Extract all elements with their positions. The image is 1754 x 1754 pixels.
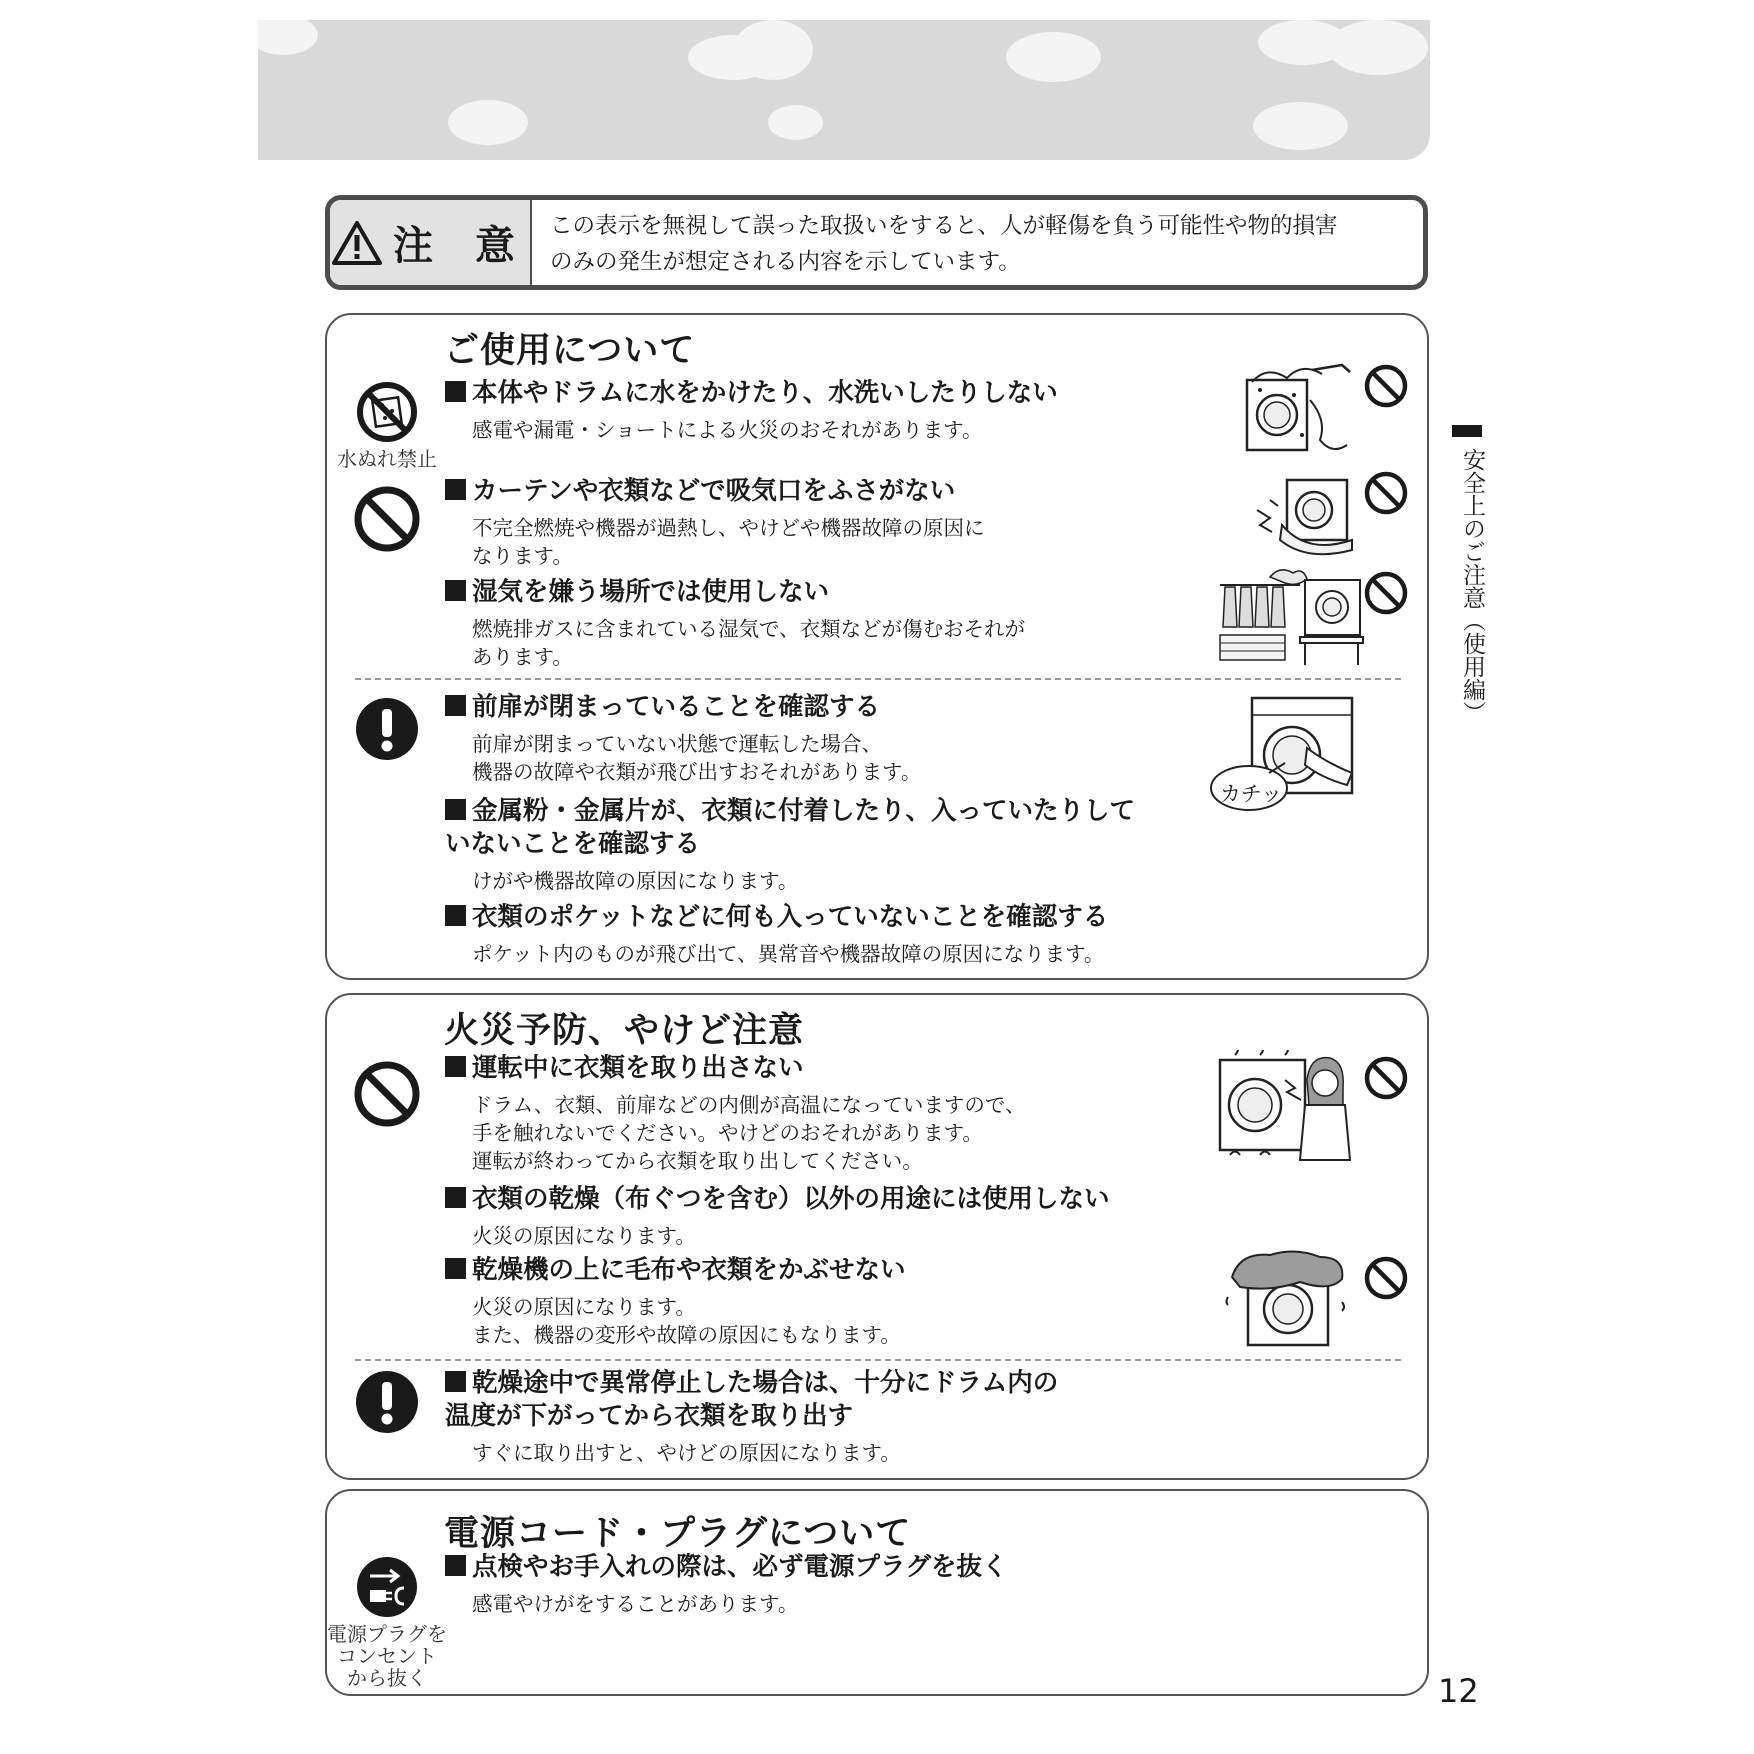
caution-item xyxy=(445,1551,1008,1618)
bullet-square xyxy=(445,1056,466,1077)
description-line: 燃焼排ガスに含まれている湿気で、衣類などが傷むおそれが xyxy=(472,617,1026,641)
bullet-square xyxy=(445,1187,466,1208)
bullet-square xyxy=(445,905,466,926)
description-line: 不完全燃焼や機器が過熱し、やけどや機器故障の原因に xyxy=(472,516,985,540)
bullet-square xyxy=(445,1371,466,1392)
item-description: 感電やけがをすることがあります。 xyxy=(472,1592,799,1616)
description-line: 前扉が閉まっていない状態で運転した場合、 xyxy=(472,732,882,756)
unplug-icon xyxy=(356,1556,418,1618)
label-line: 電源プラグを xyxy=(327,1622,447,1646)
bullet-square xyxy=(445,695,466,716)
header-band xyxy=(258,20,1430,160)
no-water-label: 水ぬれ禁止 xyxy=(337,447,437,471)
humid-room-illustration xyxy=(1215,565,1365,670)
bullet-square xyxy=(445,1258,466,1279)
label-line: から抜く xyxy=(347,1666,427,1690)
item-heading: 本体やドラムに水をかけたり、水洗いしたりしない xyxy=(472,378,1058,408)
covered-dryer-illustration xyxy=(1220,1247,1355,1352)
item-heading: 乾燥機の上に毛布や衣類をかぶせない xyxy=(472,1255,906,1285)
caution-item xyxy=(445,1254,906,1349)
no-water-icon xyxy=(356,381,418,443)
description-line: ドラム、衣類、前扉などの内側が高温になっていますので、 xyxy=(472,1093,1026,1117)
mandatory-icon xyxy=(355,1370,419,1434)
item-heading-continued: 温度が下がってから衣類を取り出す xyxy=(445,1401,854,1431)
caution-line: のみの発生が想定される内容を示しています。 xyxy=(550,249,1021,275)
description-line: また、機器の変形や故障の原因にもなります。 xyxy=(472,1323,901,1347)
description-line: 手を触れないでください。やけどのおそれがあります。 xyxy=(472,1121,983,1145)
item-description xyxy=(445,730,921,786)
description-line: なります。 xyxy=(472,544,573,568)
item-description: すぐに取り出すと、やけどの原因になります。 xyxy=(472,1441,901,1465)
caution-item xyxy=(445,691,921,786)
item-heading: 衣類の乾燥（布ぐつを含む）以外の用途には使用しない xyxy=(472,1184,1110,1214)
description-line: あります。 xyxy=(472,645,573,669)
caution-item xyxy=(445,901,1108,968)
bullet-square xyxy=(445,381,466,402)
cloud-decoration xyxy=(1253,102,1348,150)
label-line: コンセント xyxy=(337,1644,437,1668)
caution-item xyxy=(445,475,985,570)
prohibited-icon xyxy=(353,1060,421,1128)
item-description: けがや機器故障の原因になります。 xyxy=(472,869,799,893)
caution-item xyxy=(445,1052,1026,1175)
hot-drum-illustration xyxy=(1215,1050,1355,1165)
click-callout: カチッ xyxy=(1219,782,1283,806)
prohibited-icon xyxy=(1363,1055,1409,1101)
usage-panel xyxy=(325,313,1429,980)
cloud-decoration xyxy=(258,20,318,55)
side-tab-marker xyxy=(1452,425,1482,437)
unplug-label xyxy=(327,1623,447,1689)
caution-label-cell xyxy=(330,200,532,285)
bullet-square xyxy=(445,1555,466,1576)
caution-item xyxy=(445,576,1025,671)
caution-title: 注 意 xyxy=(393,223,529,269)
item-description: ポケット内のものが飛び出て、異常音や機器故障の原因になります。 xyxy=(472,942,1105,966)
prohibited-icon xyxy=(353,485,421,553)
mandatory-icon xyxy=(355,697,419,761)
item-description xyxy=(445,514,985,570)
caution-description xyxy=(532,200,1338,285)
caution-item xyxy=(445,1367,1058,1467)
item-heading: 衣類のポケットなどに何も入っていないことを確認する xyxy=(472,902,1109,932)
caution-legend xyxy=(325,195,1428,290)
item-heading: カーテンや衣類などで吸気口をふさがない xyxy=(472,476,956,506)
item-heading-continued: いないことを確認する xyxy=(445,829,701,859)
section-title: 火災予防、やけど注意 xyxy=(444,1011,805,1051)
item-heading: 乾燥途中で異常停止した場合は、十分にドラム内の xyxy=(472,1368,1059,1398)
cloud-decoration xyxy=(768,105,823,140)
item-description xyxy=(445,615,1025,671)
prohibited-icon xyxy=(1363,1255,1409,1301)
item-heading: 前扉が閉まっていることを確認する xyxy=(472,692,881,722)
item-description: 火災の原因になります。 xyxy=(472,1224,696,1248)
caution-item xyxy=(445,377,1058,444)
cloud-decoration xyxy=(1328,20,1428,75)
section-title: ご使用について xyxy=(444,331,696,371)
blocked-vent-dryer-illustration xyxy=(1252,470,1362,560)
cloud-decoration xyxy=(448,100,528,145)
prohibited-icon xyxy=(1363,363,1409,409)
warning-triangle-icon xyxy=(331,220,383,266)
bullet-square xyxy=(445,479,466,500)
fire-panel xyxy=(325,993,1429,1480)
item-heading: 運転中に衣類を取り出さない xyxy=(472,1053,804,1083)
description-line: 火災の原因になります。 xyxy=(472,1295,696,1319)
prohibited-icon xyxy=(1363,570,1409,616)
caution-item xyxy=(445,795,1135,895)
cloud-decoration xyxy=(1006,32,1101,82)
description-line: 機器の故障や衣類が飛び出すおそれがあります。 xyxy=(472,760,922,784)
water-spray-dryer-illustration xyxy=(1232,360,1362,460)
item-description xyxy=(445,1293,906,1349)
side-section-label: 安全上のご注意（使用編） xyxy=(1459,448,1485,724)
prohibited-icon xyxy=(1363,470,1409,516)
item-description: 感電や漏電・ショートによる火災のおそれがあります。 xyxy=(472,418,983,442)
item-heading: 点検やお手入れの際は、必ず電源プラグを抜く xyxy=(472,1552,1008,1582)
section-divider xyxy=(355,1359,1401,1361)
caution-line: この表示を無視して誤った取扱いをすると、人が軽傷を負う可能性や物的損害 xyxy=(550,213,1338,239)
item-description xyxy=(445,1091,1026,1175)
section-divider xyxy=(355,678,1401,680)
item-heading: 金属粉・金属片が、衣類に付着したり、入っていたりして xyxy=(472,796,1136,826)
description-line: 運転が終わってから衣類を取り出してください。 xyxy=(472,1149,923,1173)
bullet-square xyxy=(445,799,466,820)
bullet-square xyxy=(445,580,466,601)
caution-item xyxy=(445,1183,1110,1250)
item-heading: 湿気を嫌う場所では使用しない xyxy=(472,577,830,607)
section-title: 電源コード・プラグについて xyxy=(444,1514,912,1554)
power-panel xyxy=(325,1489,1429,1696)
page-number: 12 xyxy=(1438,1672,1479,1710)
cloud-decoration xyxy=(733,20,813,80)
